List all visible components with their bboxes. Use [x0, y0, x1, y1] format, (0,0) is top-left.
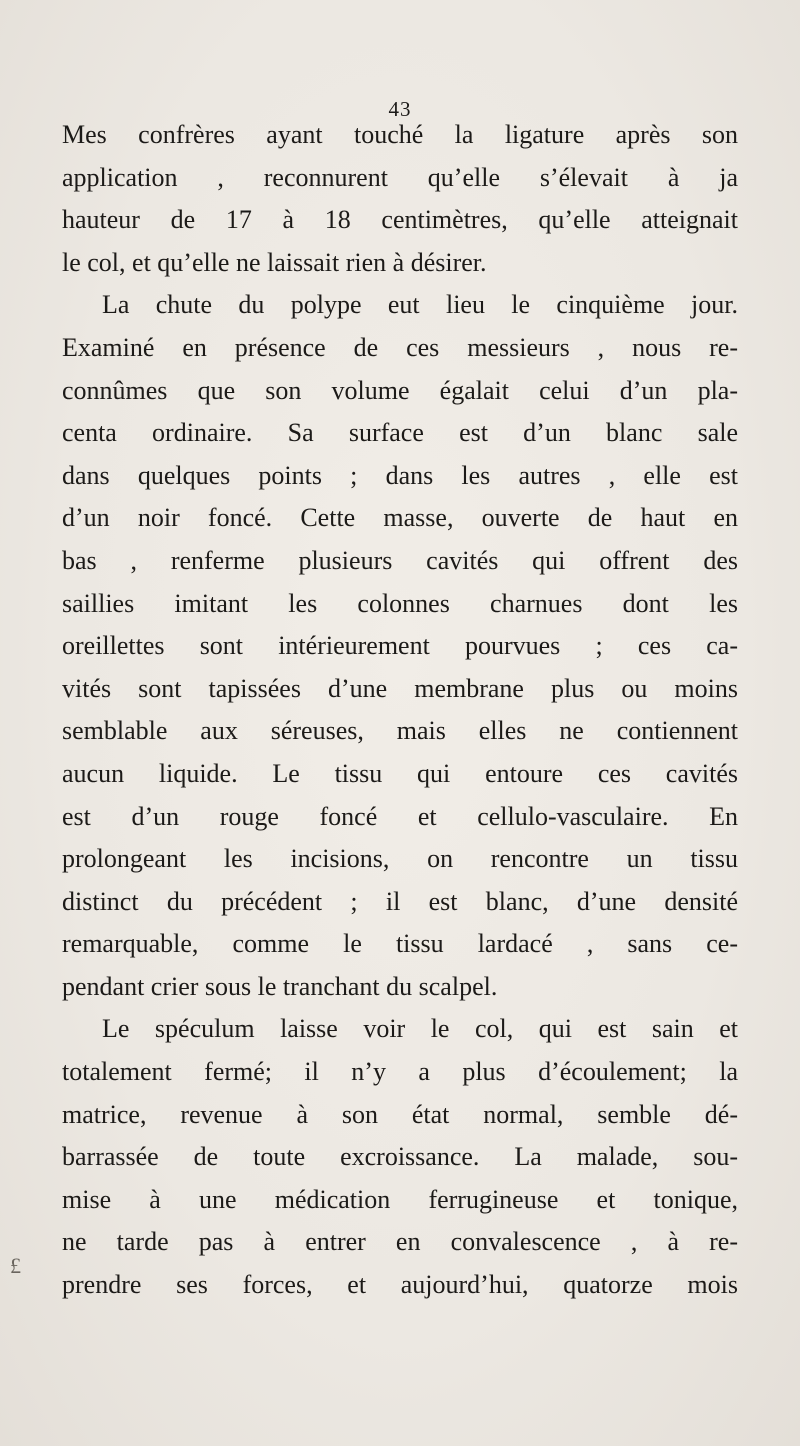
text-line: bas , renferme plusieurs cavités qui offrent des [62, 545, 738, 575]
text-line: distinct du précédent ; il est blanc, d’une densité [62, 886, 738, 916]
text-line: ne tarde pas à entrer en convalescence , à re- [62, 1227, 738, 1257]
text-line: semblable aux séreuses, mais elles ne contiennent [62, 716, 738, 746]
text-line: remarquable, comme le tissu lardacé , sans ce- [62, 929, 738, 959]
text-line: mise à une médication ferrugineuse et tonique, [62, 1184, 738, 1214]
text-line: est d’un rouge foncé et cellulo-vasculaire. En [62, 801, 738, 831]
text-line: vités sont tapissées d’une membrane plus ou moins [62, 673, 738, 703]
page-number: 43 [388, 97, 412, 121]
text-line: prolongeant les incisions, on rencontre un tissu [62, 844, 738, 874]
text-line: pendant crier sous le tranchant du scalpel. [62, 971, 498, 1001]
text-line: prendre ses forces, et aujourd’hui, quatorze mois [62, 1270, 738, 1300]
text-line: dans quelques points ; dans les autres , elle est [62, 460, 738, 490]
text-line: La chute du polype eut lieu le cinquième jour. [102, 290, 738, 320]
text-line: Le spéculum laisse voir le col, qui est sain et [102, 1014, 738, 1044]
text-line: saillies imitant les colonnes charnues dont les [62, 588, 738, 618]
text-line: connûmes que son volume égalait celui d’un pla- [62, 375, 738, 405]
text-line: oreillettes sont intérieurement pourvues ; ces ca- [62, 631, 738, 661]
text-line: d’un noir foncé. Cette masse, ouverte de haut en [62, 503, 738, 533]
text-line: Mes confrères ayant touché la ligature après son [62, 120, 738, 149]
text-line: barrassée de toute excroissance. La malade, sou- [62, 1142, 738, 1172]
body-text [62, 114, 738, 1307]
text-line: le col, et qu’elle ne laissait rien à désirer. [62, 247, 487, 277]
text-line: application , reconnurent qu’elle s’élevait à ja [62, 162, 738, 192]
text-line: matrice, revenue à son état normal, semble dé- [62, 1099, 738, 1129]
text-line: Examiné en présence de ces messieurs , nous re- [62, 332, 738, 362]
margin-mark: £ [10, 1253, 21, 1278]
text-line: totalement fermé; il n’y a plus d’écoulement; la [62, 1057, 738, 1087]
text-line: hauteur de 17 à 18 centimètres, qu’elle atteignait [62, 205, 738, 235]
text-line: aucun liquide. Le tissu qui entoure ces cavités [62, 758, 738, 788]
text-line: centa ordinaire. Sa surface est d’un blanc sale [62, 418, 738, 448]
